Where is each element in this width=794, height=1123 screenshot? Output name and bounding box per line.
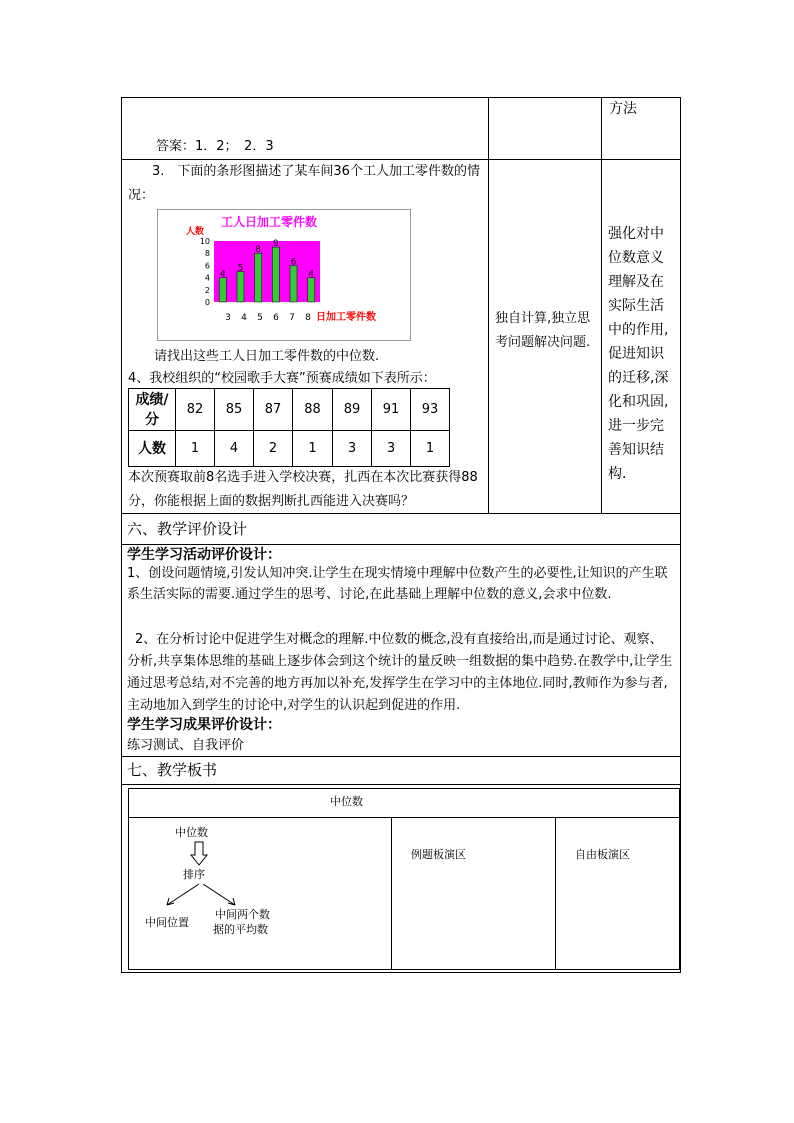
section6-title: 六、教学评价设计: [127, 520, 248, 538]
score-cell: 85: [215, 389, 254, 431]
count-cell: 1: [176, 431, 215, 467]
section6-p3: 练习测试、自我评价: [127, 738, 245, 753]
down-arrow-icon: [189, 841, 209, 867]
x-tick-label: 6: [273, 313, 279, 323]
score-cell: 91: [372, 389, 411, 431]
count-cell: 3: [333, 431, 372, 467]
plot-background: [214, 241, 320, 302]
q4-text: 4、我校组织的“校园歌手大赛”预赛成绩如下表所示：: [128, 371, 436, 386]
score-cell: 82: [176, 389, 215, 431]
score-cell: 87: [254, 389, 293, 431]
method-label: 方法: [609, 101, 637, 117]
board-header-divider: [129, 817, 679, 818]
bar-value-label: 4: [308, 269, 315, 280]
answer-text: 答案：1．2； 2．3: [156, 139, 274, 154]
q4-after: 本次预赛取前8名选手进入学校决赛，扎西在本次比赛获得88分，你能根据上面的数据判断扎西能进入决赛吗？: [128, 470, 478, 509]
y-tick-label: 0: [204, 298, 210, 307]
x-tick-label: 4: [241, 313, 247, 323]
outer-bottom-border: [121, 972, 681, 973]
score-row-label: 成绩/分: [129, 389, 176, 431]
bar: [219, 278, 226, 302]
board-area-free: 自由板演区: [575, 848, 630, 861]
score-cell: 89: [333, 389, 372, 431]
section6-p1: 1、创设问题情境,引发认知冲突.让学生在现实情境中理解中位数产生的必要性,让知识的产生联系生活实际的需要.通过学生的思考、讨论,在此基础上理解中位数的意义,会求中位数.: [127, 566, 668, 602]
bar: [308, 278, 315, 302]
branch-arrows-icon: [159, 881, 259, 911]
bar-value-label: 5: [237, 263, 244, 274]
row-divider-s6: [121, 544, 681, 545]
count-cell: 4: [215, 431, 254, 467]
chart-xlabel: 日加工零件数: [316, 312, 376, 323]
count-cell: 2: [254, 431, 293, 467]
count-cell: 1: [293, 431, 333, 467]
count-row-label: 人数: [129, 431, 176, 467]
right-col-text: 强化对中位数意义理解及在实际生活中的作用,促进知识的迁移,深化和巩固,进一步完善知识结构.: [608, 226, 669, 482]
score-table: [128, 388, 450, 467]
board-header: 中位数: [330, 795, 363, 808]
board-leaf-avg-1: 中间两个数: [215, 908, 270, 921]
section6-p2: 2、在分析讨论中促进学生对概念的理解.中位数的概念,没有直接给出,而是通过讨论、观察、分析,共享集体思维的基础上逐步体会到这个统计的量反映一组数据的集中趋势.在教学中,让学生通过思考总结,对不完善的地方再加以补充,发挥学生在学习中的主体地位.同时,教师作为参与者,主动地加入到学生的讨论中,对学生的认识起到促进的作用.: [127, 632, 673, 713]
blackboard-diagram: [128, 788, 680, 970]
y-tick-label: 2: [204, 285, 210, 295]
bar: [272, 247, 279, 302]
q3-text: 3. 下面的条形图描述了某车间36个工人加工零件数的情况：: [128, 164, 480, 203]
bar-value-label: 6: [290, 257, 297, 268]
y-tick-label: 4: [204, 273, 210, 283]
bar-chart-svg: [158, 210, 410, 340]
row-divider-s7: [121, 784, 681, 785]
bar-value-label: 8: [255, 245, 262, 256]
bar: [255, 253, 262, 302]
x-tick-label: 5: [257, 313, 263, 323]
bar-value-label: 9: [272, 239, 279, 250]
section6-h1: 学生学习活动评价设计：: [127, 547, 281, 563]
bar: [290, 265, 297, 302]
row-divider-s6-end: [121, 756, 681, 757]
chart-title: 工人日加工零件数: [221, 215, 318, 229]
bar-value-label: 4: [219, 269, 226, 280]
board-area-examples: 例题板演区: [411, 848, 466, 861]
board-col-divider-2: [555, 817, 556, 969]
bar: [237, 272, 244, 303]
score-cell: 93: [411, 389, 450, 431]
q3-ask: 请找出这些工人日加工零件数的中位数.: [154, 349, 380, 364]
section6-h2: 学生学习成果评价设计：: [127, 717, 281, 733]
board-leaf-avg-2: 据的平均数: [213, 923, 268, 936]
count-cell: 1: [411, 431, 450, 467]
count-cell: 3: [372, 431, 411, 467]
middle-col-text: 独自计算,独立思考问题解决问题.: [495, 311, 591, 350]
score-cell: 88: [293, 389, 333, 431]
outer-top-border: [121, 97, 681, 98]
board-node-sort: 排序: [183, 868, 205, 881]
section7-title: 七、教学板书: [127, 761, 218, 779]
board-col-divider-1: [391, 817, 392, 969]
y-tick-label: 10: [199, 237, 210, 246]
outer-right-border: [680, 97, 681, 973]
outer-left-border: [121, 97, 122, 973]
x-tick-label: 3: [225, 313, 231, 323]
x-tick-label: 7: [289, 313, 295, 323]
board-node-median: 中位数: [175, 826, 208, 839]
board-leaf-middle: 中间位置: [145, 916, 189, 929]
y-tick-label: 8: [204, 249, 210, 259]
bar-chart: [157, 209, 411, 341]
y-tick-label: 6: [204, 261, 210, 271]
chart-ylabel: 人数: [186, 227, 205, 237]
x-tick-label: 8: [305, 313, 311, 323]
